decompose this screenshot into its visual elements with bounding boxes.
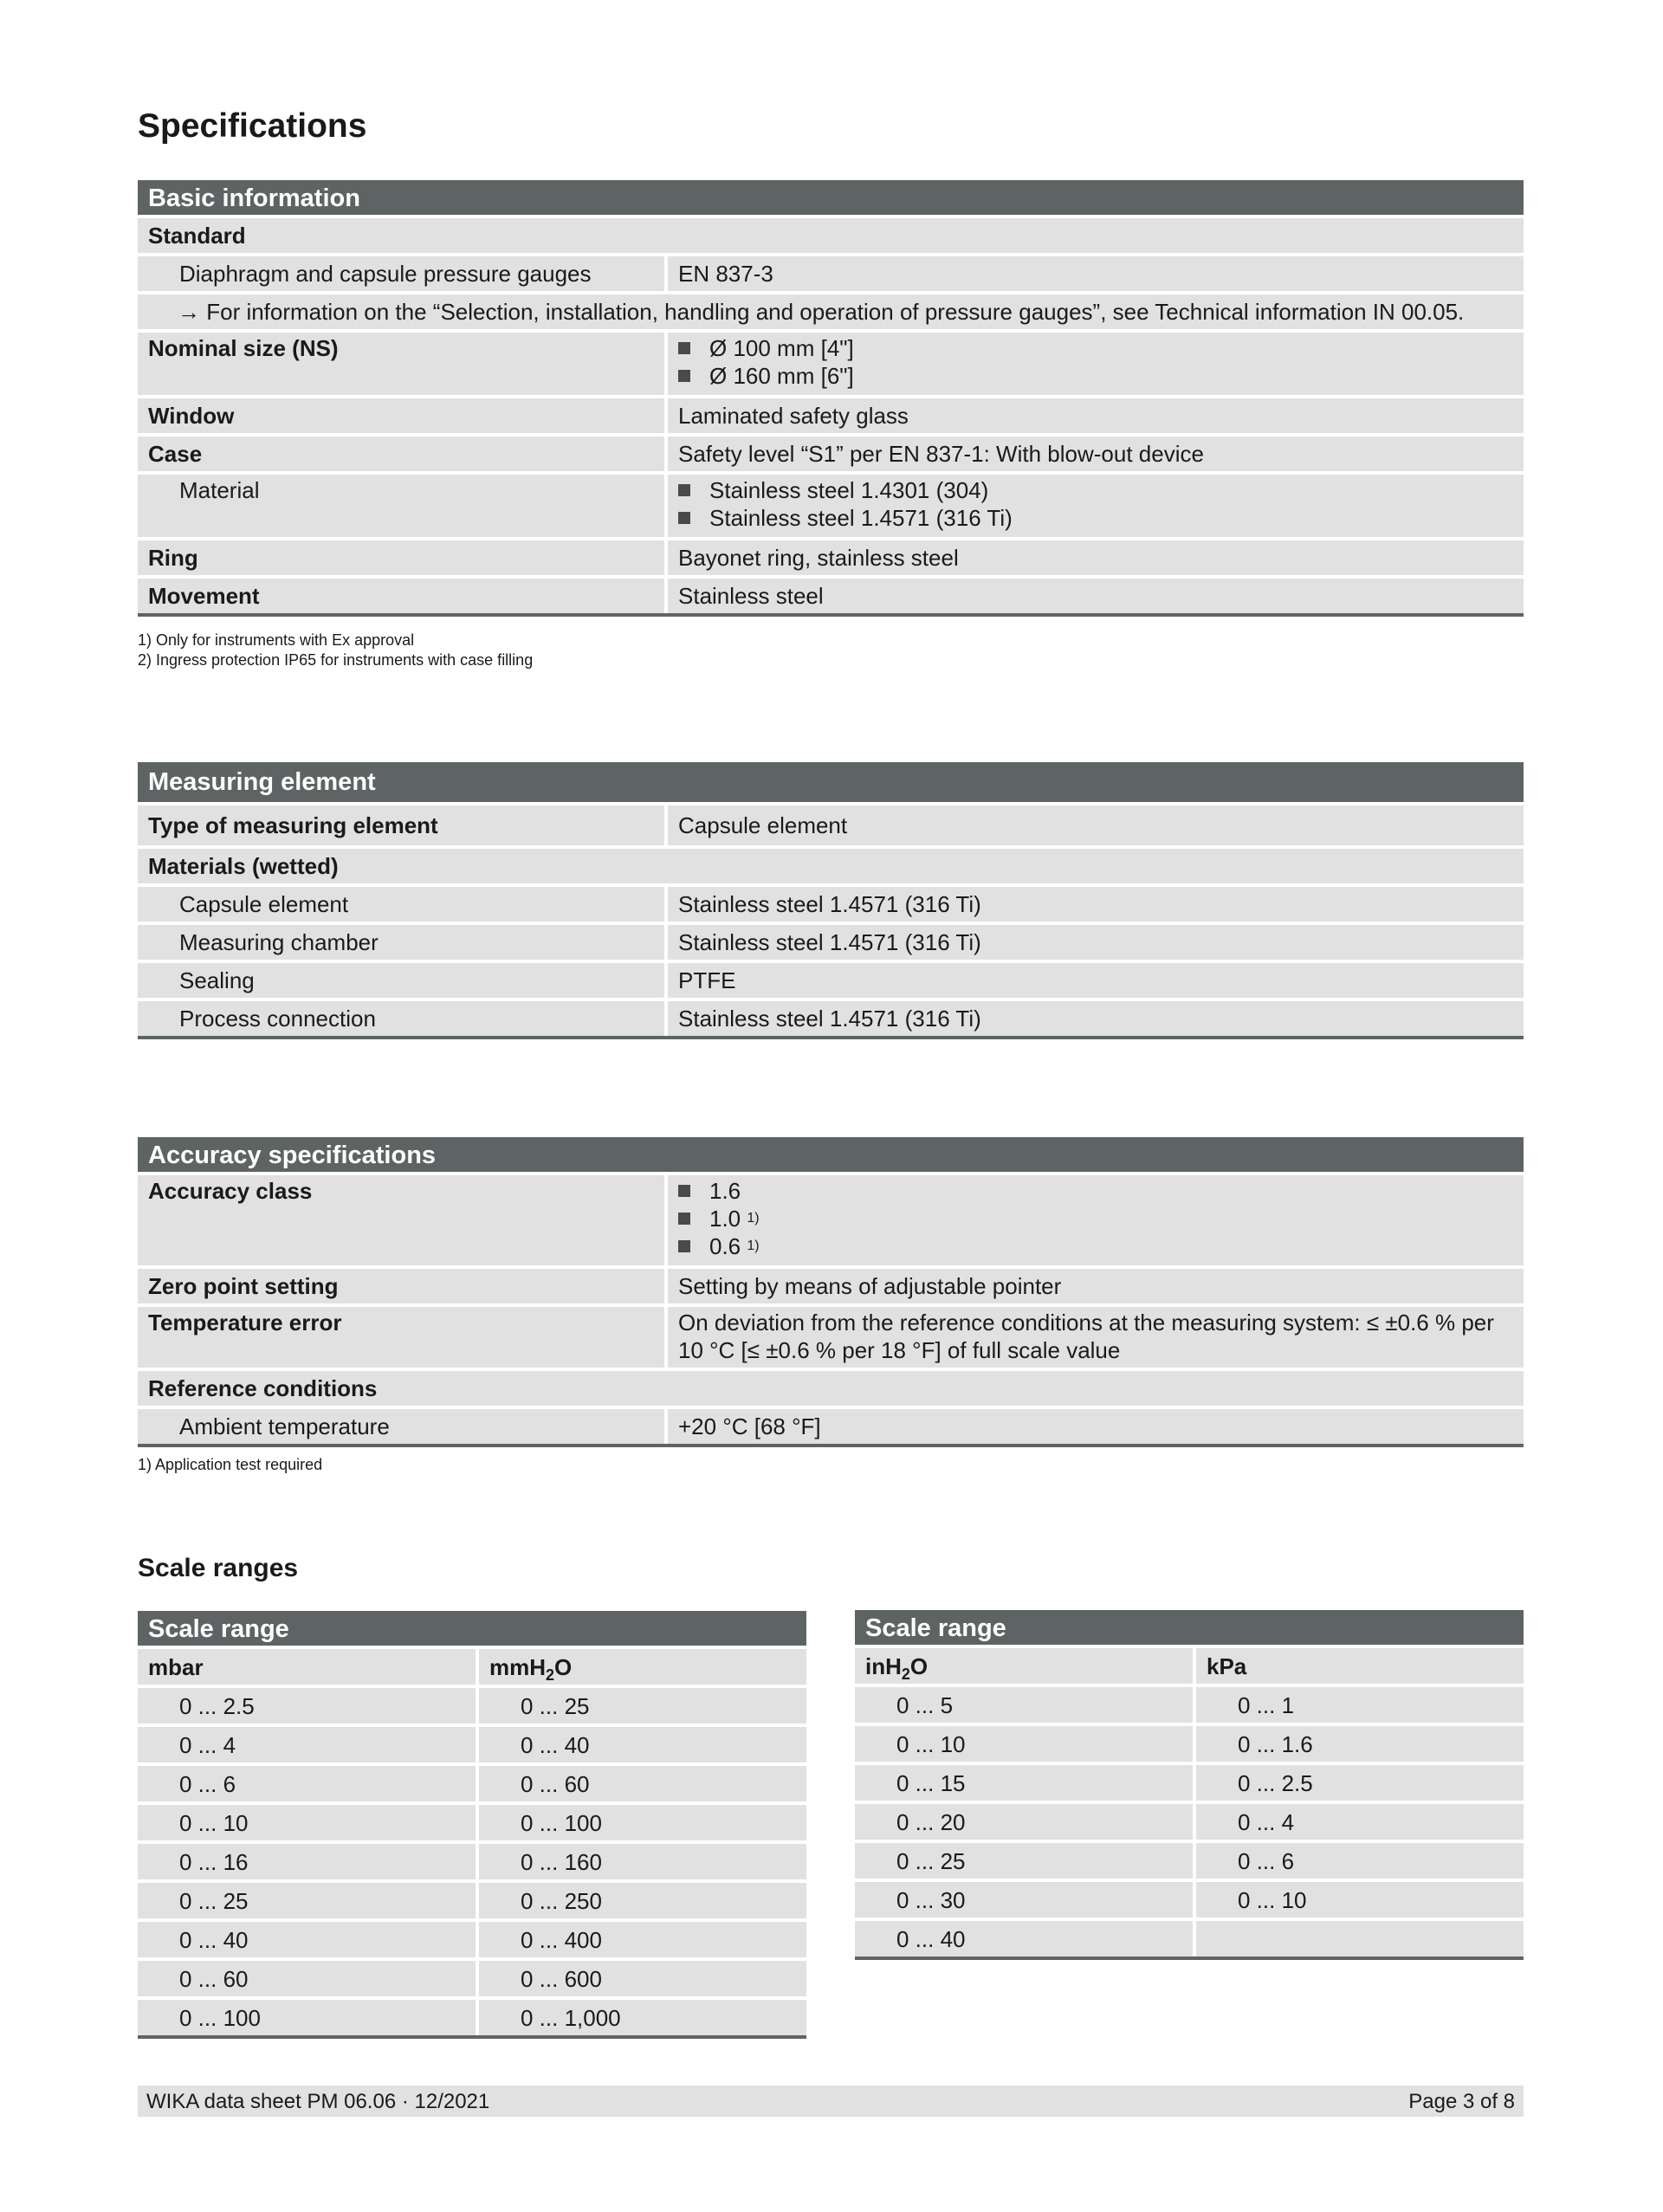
table-bottom-rule [138,613,1524,617]
table-cell: 0 ... 40 [855,1921,1193,1957]
case-label: Case [138,437,664,471]
table-cell: 0 ... 160 [479,1844,806,1879]
table-row [138,1883,806,1918]
table-cell: 0 ... 40 [479,1727,806,1762]
bullet-square-icon [678,1213,690,1225]
table-bottom-rule [855,1957,1524,1960]
table-cell: 0 ... 600 [479,1961,806,1996]
basic-information-table [138,180,1524,617]
list-item: 1.6 [678,1177,1524,1205]
materials-wetted-label: Materials (wetted) [138,849,1524,883]
table-row [855,1687,1524,1723]
measuring-element-table [138,762,1524,1039]
table-row [138,1844,806,1879]
process-connection-label: Process connection [138,1001,664,1036]
table-cell: 0 ... 40 [138,1922,476,1957]
material-label: Material [138,475,664,537]
accuracy-footnote: 1) Application test required [138,1456,323,1473]
scale-range-table-left [138,1611,806,2039]
reference-conditions-label: Reference conditions [138,1371,1524,1406]
movement-value: Stainless steel [668,579,1524,613]
list-item: Ø 160 mm [6"] [678,362,1524,390]
zero-point-label: Zero point setting [138,1269,664,1303]
basic-footnotes [138,631,533,670]
column-header-mbar: mbar [138,1649,476,1685]
ambient-temperature-value: +20 °C [68 °F] [668,1409,1524,1444]
ambient-temperature-label: Ambient temperature [138,1409,664,1444]
table-bottom-rule [138,2035,806,2039]
table-cell: 0 ... 1.6 [1196,1726,1524,1762]
table-row [138,1922,806,1957]
table-cell [1196,1921,1524,1957]
measuring-chamber-value: Stainless steel 1.4571 (316 Ti) [668,925,1524,960]
table-cell: 0 ... 6 [138,1766,476,1801]
scale-range-table-right [855,1610,1524,1960]
table-cell: 0 ... 25 [855,1843,1193,1879]
basic-information-header: Basic information [138,180,1524,215]
info-note: → For information on the “Selection, installation, handling and operation of pressure gauges”, see Technical information IN 00.05. [138,294,1524,329]
list-item: Stainless steel 1.4301 (304) [678,476,1524,504]
capsule-element-value: Stainless steel 1.4571 (316 Ti) [668,887,1524,922]
table-cell: 0 ... 5 [855,1687,1193,1723]
list-item: 0.6 1) [678,1232,1524,1260]
table-cell: 0 ... 2.5 [138,1688,476,1724]
table-cell: 0 ... 25 [138,1883,476,1918]
table-cell: 0 ... 10 [1196,1882,1524,1918]
accuracy-class-label: Accuracy class [138,1175,664,1265]
capsule-element-label: Capsule element [138,887,664,922]
scale-range-header: Scale range [138,1611,806,1646]
bullet-square-icon [678,342,690,354]
table-cell: 0 ... 2.5 [1196,1765,1524,1801]
column-header-inh2o: inH$_2$O [855,1648,1193,1684]
gauges-label: Diaphragm and capsule pressure gauges [138,256,664,291]
movement-label: Movement [138,579,664,613]
page-footer [138,2086,1524,2117]
gauges-value: EN 837-3 [668,256,1524,291]
table-cell: 0 ... 25 [479,1688,806,1724]
table-row [138,1805,806,1840]
sealing-label: Sealing [138,963,664,998]
type-value: Capsule element [668,805,1524,845]
table-cell: 0 ... 10 [138,1805,476,1840]
sealing-value: PTFE [668,963,1524,998]
window-label: Window [138,398,664,433]
nominal-size-label: Nominal size (NS) [138,333,664,395]
list-item: 1.0 1) [678,1205,1524,1232]
list-item: Ø 100 mm [4"] [678,334,1524,362]
table-cell: 0 ... 4 [138,1727,476,1762]
table-cell: 0 ... 6 [1196,1843,1524,1879]
table-row [855,1804,1524,1840]
type-label: Type of measuring element [138,805,664,845]
table-row [138,1688,806,1724]
footer-datasheet-id: WIKA data sheet PM 06.06 · 12/2021 [146,2090,490,2113]
accuracy-specifications-table [138,1137,1524,1447]
bullet-square-icon [678,370,690,382]
table-cell: 0 ... 16 [138,1844,476,1879]
table-cell: 0 ... 60 [479,1766,806,1801]
table-cell: 0 ... 250 [479,1883,806,1918]
column-header-kpa: kPa [1196,1648,1524,1684]
scale-ranges-title: Scale ranges [138,1554,299,1582]
bullet-square-icon [678,1185,690,1197]
nominal-size-values [668,333,1524,395]
column-header-mmh2o: mmH$_2$O [479,1649,806,1685]
table-cell: 0 ... 60 [138,1961,476,1996]
table-bottom-rule [138,1444,1524,1447]
table-row [855,1921,1524,1957]
table-row [855,1765,1524,1801]
bullet-square-icon [678,512,690,524]
table-row [855,1843,1524,1879]
table-row [138,1766,806,1801]
window-value: Laminated safety glass [668,398,1524,433]
table-cell: 0 ... 400 [479,1922,806,1957]
table-cell: 0 ... 1 [1196,1687,1524,1723]
scale-range-header: Scale range [855,1610,1524,1645]
standard-label: Standard [138,218,1524,253]
process-connection-value: Stainless steel 1.4571 (316 Ti) [668,1001,1524,1036]
list-item: Stainless steel 1.4571 (316 Ti) [678,504,1524,532]
table-cell: 0 ... 1,000 [479,2000,806,2035]
bullet-square-icon [678,484,690,496]
zero-point-value: Setting by means of adjustable pointer [668,1269,1524,1303]
accuracy-class-values [668,1175,1524,1265]
temperature-error-label: Temperature error [138,1307,664,1368]
table-row [138,1961,806,1996]
ring-value: Bayonet ring, stainless steel [668,540,1524,575]
table-row [138,1727,806,1762]
table-cell: 0 ... 4 [1196,1804,1524,1840]
footnote: 2) Ingress protection IP65 for instruments with case filling [138,651,534,669]
case-value: Safety level “S1” per EN 837-1: With blow-out device [668,437,1524,471]
table-cell: 0 ... 10 [855,1726,1193,1762]
table-cell: 0 ... 100 [479,1805,806,1840]
table-cell: 0 ... 20 [855,1804,1193,1840]
table-bottom-rule [138,1036,1524,1039]
ring-label: Ring [138,540,664,575]
temperature-error-value: On deviation from the reference conditions at the measuring system: ≤ ±0.6 % per 10 °C [≤ ±0.6 % per 18 °F] of full scale value [668,1307,1524,1368]
table-row [855,1882,1524,1918]
accuracy-specifications-header: Accuracy specifications [138,1137,1524,1172]
table-row [855,1726,1524,1762]
bullet-square-icon [678,1240,690,1252]
footer-page-number: Page 3 of 8 [1408,2090,1515,2113]
page-title: Specifications [138,107,367,145]
material-values [668,475,1524,537]
measuring-chamber-label: Measuring chamber [138,925,664,960]
table-row [138,2000,806,2035]
table-cell: 0 ... 30 [855,1882,1193,1918]
table-cell: 0 ... 100 [138,2000,476,2035]
footnote: 1) Only for instruments with Ex approval [138,631,415,649]
table-cell: 0 ... 15 [855,1765,1193,1801]
measuring-element-header: Measuring element [138,762,1524,802]
